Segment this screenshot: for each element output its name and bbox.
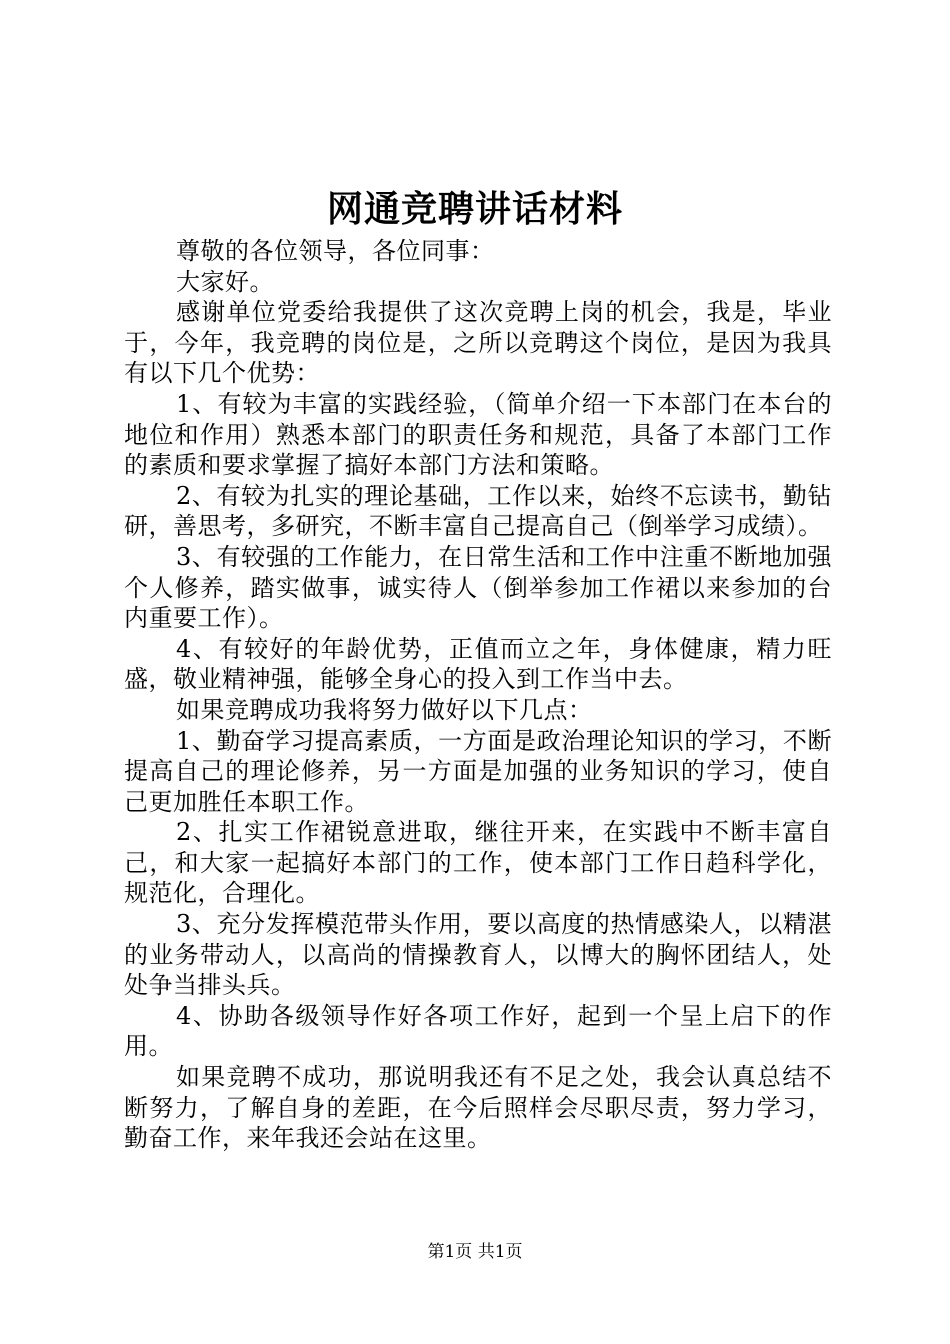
paragraph-closing: 如果竞聘不成功，那说明我还有不足之处，我会认真总结不断努力，了解自身的差距，在今后照样会尽职尽责，努力学习，勤奋工作，来年我还会站在这里。: [124, 1063, 832, 1153]
paragraph: 1、有较为丰富的实践经验，（简单介绍一下本部门在本台的地位和作用）熟悉本部门的职责任务和规范，具备了本部门工作的素质和要求掌握了搞好本部门方法和策略。: [124, 389, 832, 480]
paragraph: 3、充分发挥模范带头作用，要以高度的热情感染人，以精湛的业务带动人，以高尚的情操教育人，以博大的胸怀团结人，处处争当排头兵。: [124, 910, 832, 1000]
paragraph: 1、勤奋学习提高素质，一方面是政治理论知识的学习，不断提高自己的理论修养，另一方面是加强的业务知识的学习，使自己更加胜任本职工作。: [124, 726, 832, 816]
paragraph-greeting: 大家好。: [176, 267, 274, 296]
paragraph: 4、有较好的年龄优势，正值而立之年，身体健康，精力旺盛，敬业精神强，能够全身心的投入到工作当中去。: [124, 634, 832, 694]
page-footer: 第1页 共1页: [427, 1242, 523, 1262]
paragraph: 3、有较强的工作能力，在日常生活和工作中注重不断地加强个人修养，踏实做事，诚实待人（倒举参加工作裙以来参加的台内重要工作）。: [124, 542, 832, 633]
paragraph: 如果竞聘成功我将努力做好以下几点：: [176, 695, 593, 724]
paragraph-salutation: 尊敬的各位领导，各位同事：: [176, 237, 495, 265]
paragraph: 2、有较为扎实的理论基础，工作以来，始终不忘读书，勤钻研，善思考，多研究，不断丰富自己提高自己（倒举学习成绩）。: [124, 481, 832, 541]
document-title: 网通竞聘讲话材料: [326, 188, 623, 230]
document-body: [124, 236, 832, 1154]
paragraph: 2、扎实工作裙锐意进取，继往开来，在实践中不断丰富自己，和大家一起搞好本部门的工作，使本部门工作日趋科学化，规范化，合理化。: [124, 818, 832, 908]
paragraph: 感谢单位党委给我提供了这次竞聘上岗的机会，我是，毕业于，今年，我竞聘的岗位是，之所以竞聘这个岗位，是因为我具有以下几个优势：: [124, 298, 832, 388]
paragraph: 4、协助各级领导作好各项工作好，起到一个呈上启下的作用。: [124, 1001, 832, 1061]
